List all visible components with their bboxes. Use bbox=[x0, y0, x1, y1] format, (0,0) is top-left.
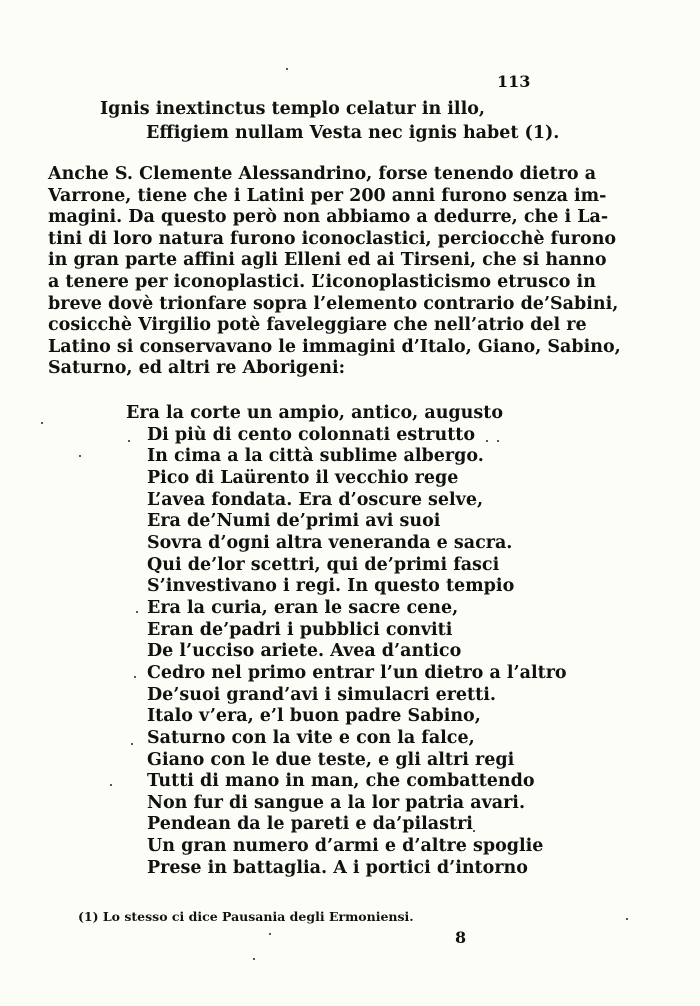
scan-speck bbox=[626, 918, 628, 920]
verse-line: Pendean da le pareti e da’pilastri bbox=[147, 814, 473, 835]
prose-line: cosicchè Virgilio potè faveleggiare che nell’atrio del re bbox=[48, 315, 587, 336]
latin-quote bbox=[100, 97, 560, 145]
prose-line: breve dovè trionfare sopra l’elemento contrario de’Sabini, bbox=[48, 293, 619, 314]
verse-line: Di più di cento colonnati estrutto bbox=[147, 424, 476, 445]
scan-speck bbox=[473, 830, 475, 832]
verse-line: Era la corte un ampio, antico, augusto bbox=[126, 403, 504, 423]
scan-speck bbox=[131, 743, 133, 745]
quote-line: Effigiem nullam Vesta nec ignis habet (1). bbox=[146, 123, 560, 143]
scan-speck bbox=[253, 958, 255, 960]
scan-speck bbox=[497, 440, 499, 442]
verse-line: In cima a la città sublime albergo. bbox=[147, 446, 484, 467]
verse-line: Saturno con la vite e con la falce, bbox=[147, 727, 475, 748]
verse-line: Qui de’lor scettri, qui de’primi fasci bbox=[147, 554, 500, 575]
footnote: (1) Lo stesso ci dice Pausania degli Ermoniensi. bbox=[78, 909, 414, 924]
verse-line: S’investivano i regi. In questo tempio bbox=[147, 576, 515, 597]
scan-speck bbox=[286, 68, 288, 70]
prose-line: a tenere per iconoplastici. L’iconoplasticismo etrusco in bbox=[48, 271, 596, 292]
page-number: 113 bbox=[497, 72, 531, 91]
scan-speck bbox=[128, 440, 130, 442]
verse-line: Tutti di mano in man, che combattendo bbox=[147, 771, 535, 792]
prose-line: Latino si conservavano le immagini d’Italo, Giano, Sabino, bbox=[48, 336, 621, 357]
scan-speck bbox=[134, 676, 136, 678]
scan-speck bbox=[79, 455, 81, 457]
quote-line: Ignis inextinctus templo celatur in illo, bbox=[100, 99, 485, 119]
scan-speck bbox=[269, 933, 271, 935]
verse-line: Eran de’padri i pubblici conviti bbox=[147, 619, 453, 640]
verse-line: Cedro nel primo entrar l’un dietro a l’altro bbox=[147, 662, 567, 683]
verse-line: Italo v’era, e’l buon padre Sabino, bbox=[147, 706, 481, 727]
verse-line: Era de’Numi de’primi avi suoi bbox=[147, 511, 441, 532]
signature-mark: 8 bbox=[455, 928, 467, 947]
scan-speck bbox=[486, 440, 488, 442]
verse-line: L’avea fondata. Era d’oscure selve, bbox=[147, 489, 484, 510]
verse-line: Sovra d’ogni altra veneranda e sacra. bbox=[147, 532, 513, 553]
verse-line: De l’ucciso ariete. Avea d’antico bbox=[147, 641, 462, 662]
body-paragraph bbox=[48, 164, 621, 380]
scan-speck bbox=[110, 784, 112, 786]
verse-line: Giano con le due teste, e gli altri regi bbox=[147, 749, 515, 770]
prose-line: Anche S. Clemente Alessandrino, forse tenendo dietro a bbox=[48, 164, 597, 184]
verse-line: Non fur di sangue a la lor patria avari. bbox=[147, 792, 526, 813]
prose-line: Saturno, ed altri re Aborigeni: bbox=[48, 358, 346, 379]
prose-line: Varrone, tiene che i Latini per 200 anni furono senza im- bbox=[48, 185, 607, 206]
scan-speck bbox=[136, 611, 138, 613]
poem-verse bbox=[126, 403, 567, 879]
verse-line: De’suoi grand’avi i simulacri eretti. bbox=[147, 684, 496, 705]
verse-line: Prese in battaglia. A i portici d’intorno bbox=[147, 857, 528, 878]
prose-line: magini. Da questo però non abbiamo a dedurre, che i La- bbox=[48, 207, 609, 228]
scan-speck bbox=[41, 422, 43, 424]
verse-line: Pico di Laürento il vecchio rege bbox=[147, 467, 459, 488]
prose-line: tini di loro natura furono iconoclastici, perciocchè furono bbox=[48, 228, 617, 249]
verse-line: Era la curia, eran le sacre cene, bbox=[147, 597, 459, 618]
prose-line: in gran parte affini agli Elleni ed ai Tirseni, che si hanno bbox=[48, 250, 607, 271]
verse-line: Un gran numero d’armi e d’altre spoglie bbox=[147, 836, 544, 857]
